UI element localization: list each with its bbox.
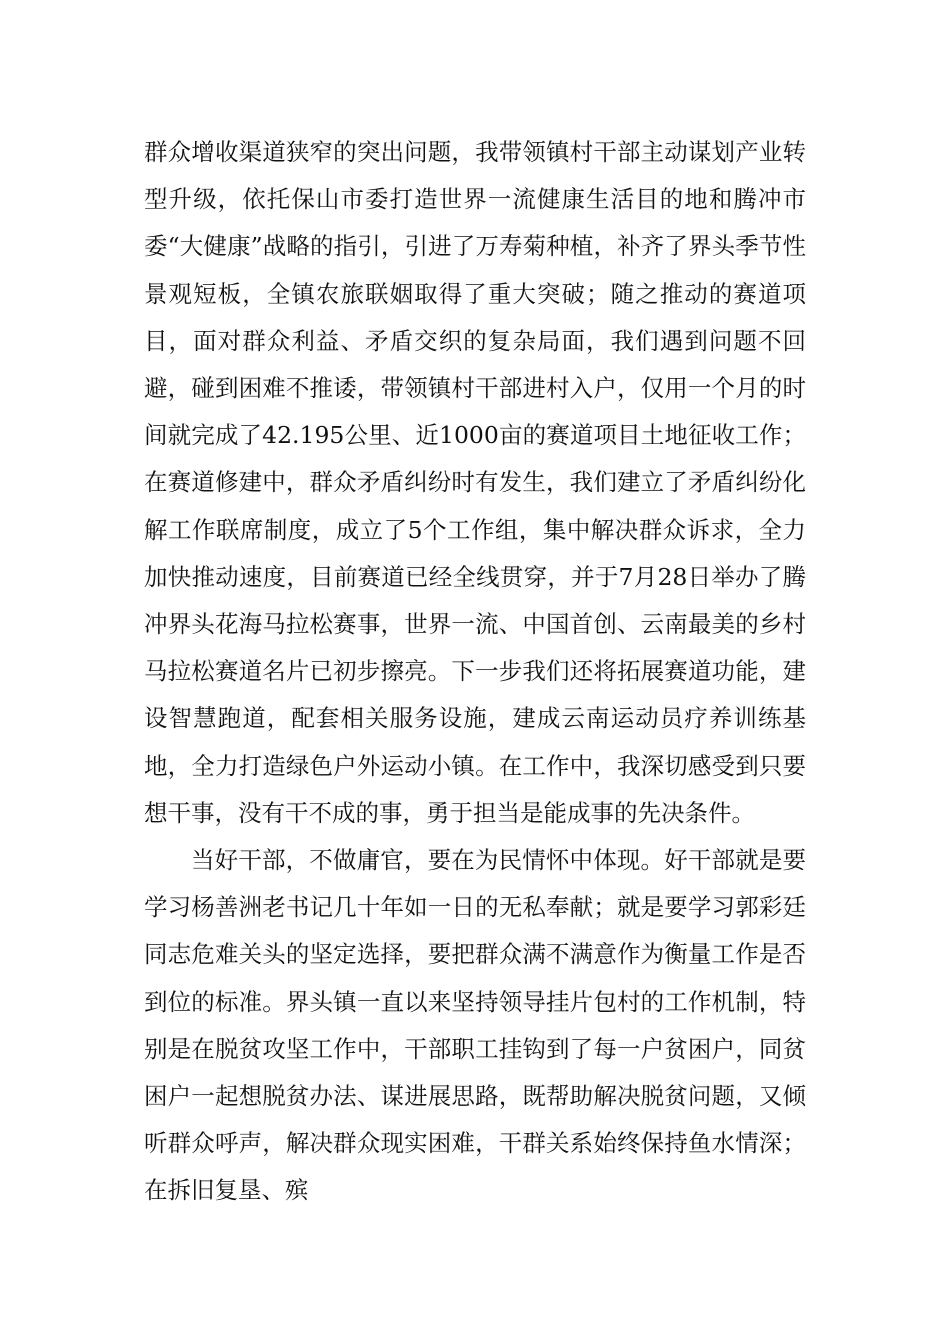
paragraph-2: 当好干部，不做庸官，要在为民情怀中体现。好干部就是要学习杨善洲老书记几十年如一日的无私奉献；就是要学习郭彩廷同志危难关头的坚定选择，要把群众满不满意作为衡量工作是否到位的标准。界头镇一直以来坚持领导挂片包村的工作机制，特别是在脱贫攻坚工作中，干部职工挂钩到了每一户贫困户，同贫困户一起想脱贫办法、谋进展思路，既帮助解决脱贫问题，又倾听群众呼声，解决群众现实困难，干群关系始终保持鱼水情深；在拆旧复垦、殡 [144,846,806,1205]
paragraph-1: 群众增收渠道狭窄的突出问题，我带领镇村干部主动谋划产业转型升级，依托保山市委打造世界一流健康生活目的地和腾冲市委“大健康”战略的指引，引进了万寿菊种植，补齐了界头季节性景观短板，全镇农旅联姻取得了重大突破；随之推动的赛道项目，面对群众利益、矛盾交织的复杂局面，我们遇到问题不回避，碰到困难不推诿，带领镇村干部进村入户，仅用一个月的时间就完成了42.195公里、近1000亩的赛道项目土地征收工作；在赛道修建中，群众矛盾纠纷时有发生，我们建立了矛盾纠纷化解工作联席制度，成立了5个工作组，集中解决群众诉求，全力加快推动速度，目前赛道已经全线贯穿，并于7月28日举办了腾冲界头花海马拉松赛事，世界一流、中国首创、云南最美的乡村马拉松赛道名片已初步擦亮。下一步我们还将拓展赛道功能，建设智慧跑道，配套相关服务设施，建成云南运动员疗养训练基地，全力打造绿色户外运动小镇。在工作中，我深切感受到只要想干事，没有干不成的事，勇于担当是能成事的先决条件。 [144,138,806,827]
document-body [144,129,806,1215]
